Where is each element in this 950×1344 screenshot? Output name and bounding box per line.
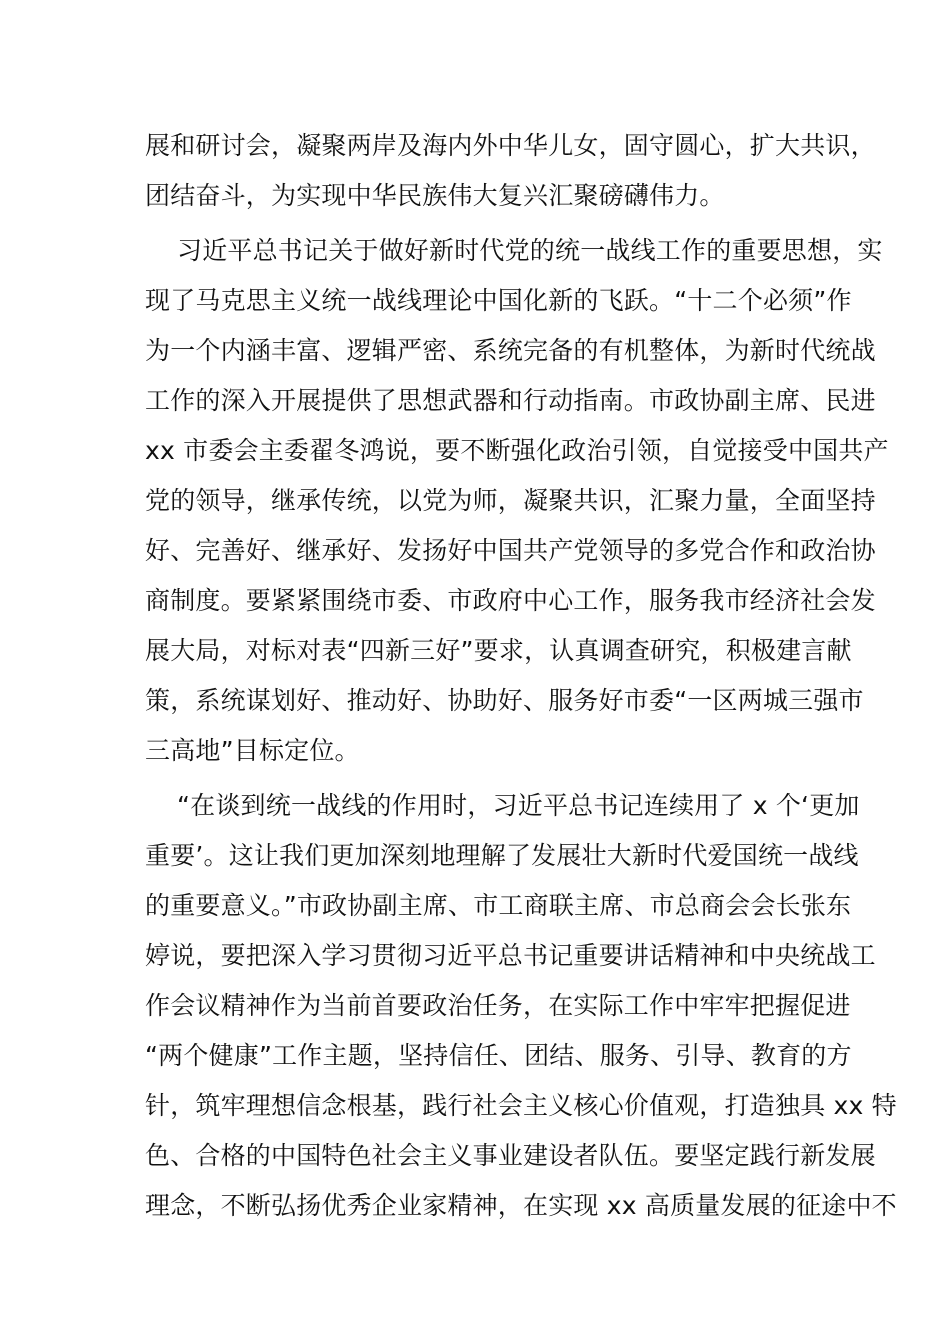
paragraph-3-line-8: 色、合格的中国特色社会主义事业建设者队伍。要坚定践行新发展 [145, 1141, 876, 1170]
paragraph-2-line-7: 好、完善好、继承好、发扬好中国共产党领导的多党合作和政治协 [145, 536, 876, 565]
paragraph-2-line-2: 现了马克思主义统一战线理论中国化新的飞跃。“十二个必须”作 [145, 286, 852, 315]
paragraph-2-line-6: 党的领导，继承传统，以党为师，凝聚共识，汇聚力量，全面坚持 [145, 486, 876, 515]
paragraph-2-line-4: 工作的深入开展提供了思想武器和行动指南。市政协副主席、民进 [145, 386, 876, 415]
paragraph-3-line-2: 重要’。这让我们更加深刻地理解了发展壮大新时代爱国统一战线 [145, 841, 859, 870]
paragraph-3-line-4: 婷说，要把深入学习贯彻习近平总书记重要讲话精神和中央统战工 [145, 941, 876, 970]
paragraph-3-line-7: 针，筑牢理想信念根基，践行社会主义核心价值观，打造独具 xx 特 [145, 1091, 897, 1120]
paragraph-2-line-1: 习近平总书记关于做好新时代党的统一战线工作的重要思想，实 [177, 236, 883, 265]
paragraph-3-line-5: 作会议精神作为当前首要政治任务，在实际工作中牢牢把握促进 [145, 991, 851, 1020]
paragraph-3-line-9: 理念，不断弘扬优秀企业家精神，在实现 xx 高质量发展的征途中不 [145, 1191, 897, 1220]
paragraph-3-line-3: 的重要意义。”市政协副主席、市工商联主席、市总商会会长张东 [145, 891, 852, 920]
paragraph-2-line-8: 商制度。要紧紧围绕市委、市政府中心工作，服务我市经济社会发 [145, 586, 876, 615]
paragraph-2-line-5: xx 市委会主委翟冬鸿说，要不断强化政治引领，自觉接受中国共产 [145, 436, 889, 465]
paragraph-2-line-10: 策，系统谋划好、推动好、协助好、服务好市委“一区两城三强市 [145, 686, 864, 715]
paragraph-3-line-1: “在谈到统一战线的作用时，习近平总书记连续用了 x 个‘更加 [177, 791, 860, 820]
paragraph-2-line-9: 展大局，对标对表“四新三好”要求，认真调查研究，积极建言献 [145, 636, 852, 665]
paragraph-2-line-11: 三高地”目标定位。 [145, 736, 360, 765]
paragraph-3-line-6: “两个健康”工作主题，坚持信任、团结、服务、引导、教育的方 [145, 1041, 852, 1070]
paragraph-1-line-2: 团结奋斗，为实现中华民族伟大复兴汇聚磅礴伟力。 [145, 181, 725, 210]
paragraph-1-line-1: 展和研讨会，凝聚两岸及海内外中华儿女，固守圆心，扩大共识， [145, 131, 876, 160]
paragraph-2-line-3: 为一个内涵丰富、逻辑严密、系统完备的有机整体，为新时代统战 [145, 336, 876, 365]
